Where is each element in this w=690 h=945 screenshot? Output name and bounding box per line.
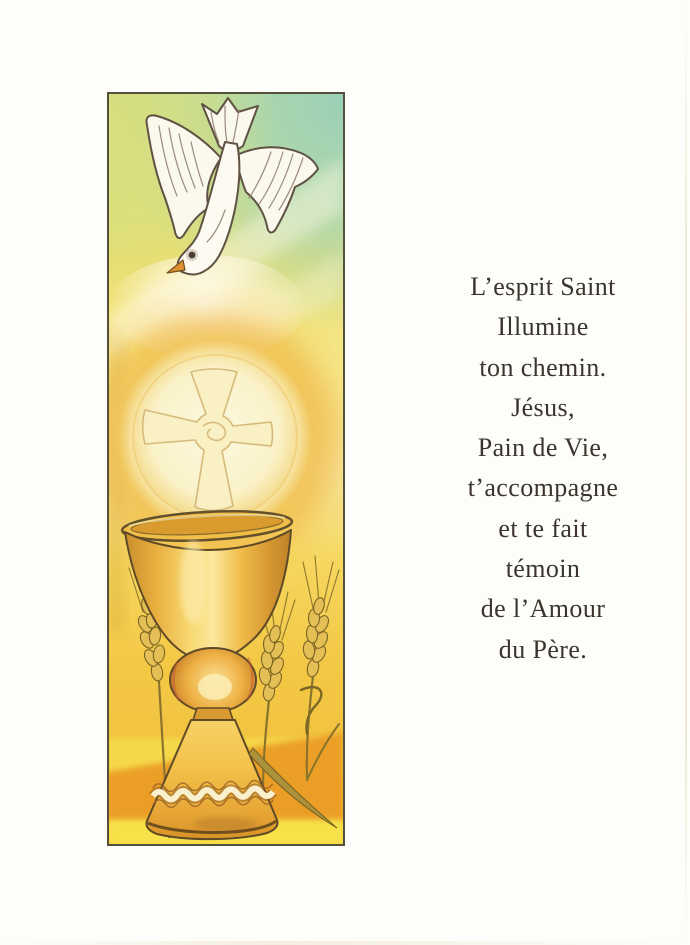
verse-line: Jésus, [511,392,575,422]
verse-line: Illumine [497,312,589,342]
artwork-panel [107,92,345,846]
chalice-stem [193,708,233,720]
radiant-host [133,355,297,519]
verse-line: du Père. [498,634,588,664]
verse-line: de l’Amour [480,594,606,624]
scan-edge-line [685,0,687,945]
eucharist-illustration [107,92,345,846]
verse-block [412,267,674,670]
verse-line: L’esprit Saint [470,272,616,301]
verse-line: et te fait [498,513,588,543]
verse-line: ton chemin. [479,352,607,382]
scan-bottom-shade [0,941,690,945]
verse-line: t’accompagne [467,473,619,503]
verse-line: témoin [505,554,581,584]
verse-line: Pain de Vie, [477,433,609,463]
